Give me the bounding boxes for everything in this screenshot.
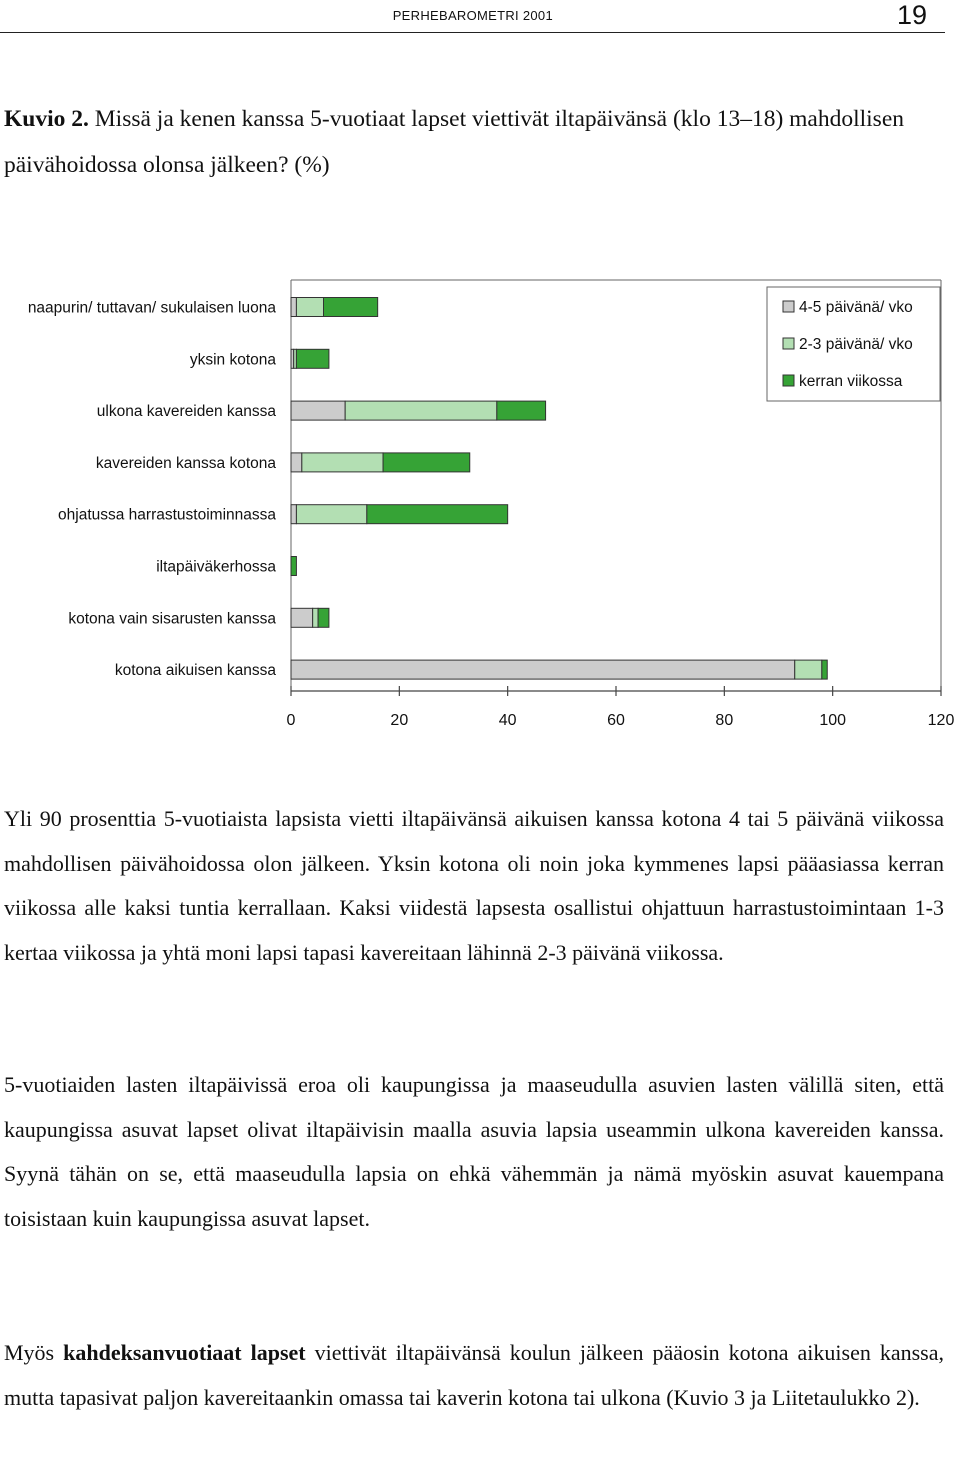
x-tick-label: 120 bbox=[927, 712, 955, 729]
category-label: yksin kotona bbox=[189, 351, 276, 369]
bar-segment bbox=[291, 298, 296, 317]
x-axis bbox=[287, 686, 955, 729]
x-tick-label: 80 bbox=[715, 712, 734, 729]
page-header bbox=[0, 0, 945, 33]
paragraph-3 bbox=[4, 1331, 944, 1420]
bar-segment bbox=[324, 298, 378, 317]
category-label: kotona aikuisen kanssa bbox=[114, 662, 276, 680]
paragraph-1: Yli 90 prosenttia 5-vuotiaista lapsista vietti iltapäivänsä aikuisen kanssa kotona 4 tai 5 päivänä viikossa mahdollisen päivähoidossa olon jälkeen. Yksin kotona oli noin joka kymmenes lapsi pääasiassa kerran viikossa alle kaksi tuntia kerrallaan. Kaksi viidestä lapsesta osallistui ohjattuun harrastustoimintaan 1-3 kertaa viikossa ja yhtä moni lapsi tapasi kavereitaan lähinnä 2-3 päivänä viikossa. bbox=[4, 806, 944, 966]
category-label: kavereiden kanssa kotona bbox=[95, 454, 276, 472]
bar-segment bbox=[302, 453, 383, 472]
paragraph-3-start: Myös bbox=[4, 1340, 64, 1365]
x-tick-label: 0 bbox=[286, 712, 296, 729]
legend-label: 4-5 päivänä/ vko bbox=[799, 299, 913, 316]
x-tick-label: 60 bbox=[607, 712, 625, 729]
paragraph-3-bold: kahdeksanvuotiaat lapset bbox=[63, 1340, 306, 1365]
bar-segment bbox=[795, 660, 822, 679]
bars-group bbox=[291, 298, 827, 680]
paragraph-3-rest: viettivät iltapäivänsä koulun jälkeen pääosin kotona aikuisen kanssa, mutta tapasivat paljon kavereitaankin omassa tai kaverin kotona tai ulkona (Kuvio 3 ja Liitetaulukko 2). bbox=[4, 1340, 944, 1410]
category-label: ulkona kavereiden kanssa bbox=[96, 403, 276, 421]
bar-segment bbox=[318, 608, 329, 627]
legend-swatch bbox=[783, 301, 794, 312]
figure-label: Kuvio 2. bbox=[4, 106, 89, 132]
category-label: naapurin/ tuttavan/ sukulaisen luona bbox=[27, 299, 276, 317]
category-labels bbox=[28, 300, 277, 680]
stacked-bar-chart bbox=[0, 275, 960, 740]
category-label: ohjatussa harrastustoiminnassa bbox=[58, 506, 276, 524]
bar-segment bbox=[367, 505, 508, 524]
bar-segment bbox=[291, 660, 795, 679]
figure-caption-text: Missä ja kenen kanssa 5-vuotiaat lapset viettivät iltapäivänsä (klo 13–18) mahdollisen päivähoidossa olonsa jälkeen? (%) bbox=[4, 106, 905, 178]
bar-segment bbox=[383, 453, 470, 472]
legend-label: 2-3 päivänä/ vko bbox=[799, 336, 913, 353]
bar-segment bbox=[291, 557, 296, 576]
category-label: iltapäiväkerhossa bbox=[156, 558, 276, 576]
bar-segment bbox=[296, 349, 329, 368]
x-tick-label: 40 bbox=[498, 712, 517, 729]
paragraph-2: 5-vuotiaiden lasten iltapäivissä eroa oli kaupungissa ja maaseudulla asuvien lasten välillä siten, että kaupungissa asuvat lapset olivat iltapäivisin maalla asuvia lapsia useammin ulkona kavereiden kanssa. Syynä tähän on se, että maaseudulla lapsia on ehkä vähemmän ja nämä myöskin asuvat kauempana toisistaan kuin kaupungissa asuvat lapset. bbox=[4, 1072, 944, 1232]
bar-segment bbox=[345, 401, 497, 420]
page-number: 19 bbox=[896, 0, 927, 30]
bar-segment bbox=[291, 401, 345, 420]
bar-segment bbox=[296, 505, 366, 524]
bar-segment bbox=[291, 505, 296, 524]
bar-segment bbox=[822, 660, 827, 679]
bar-segment bbox=[313, 608, 318, 627]
legend-swatch bbox=[783, 375, 794, 386]
bar-segment bbox=[291, 608, 313, 627]
legend-label: kerran viikossa bbox=[799, 373, 903, 390]
publication-title: PERHEBAROMETRI 2001 bbox=[392, 8, 553, 23]
category-label: kotona vain sisarusten kanssa bbox=[68, 610, 276, 628]
x-tick-label: 100 bbox=[819, 712, 847, 729]
figure-caption bbox=[4, 96, 944, 188]
x-tick-label: 20 bbox=[390, 712, 409, 729]
legend-swatch bbox=[783, 338, 794, 349]
bar-segment bbox=[296, 298, 323, 317]
legend bbox=[767, 287, 940, 401]
bar-segment bbox=[497, 401, 546, 420]
bar-segment bbox=[291, 453, 302, 472]
